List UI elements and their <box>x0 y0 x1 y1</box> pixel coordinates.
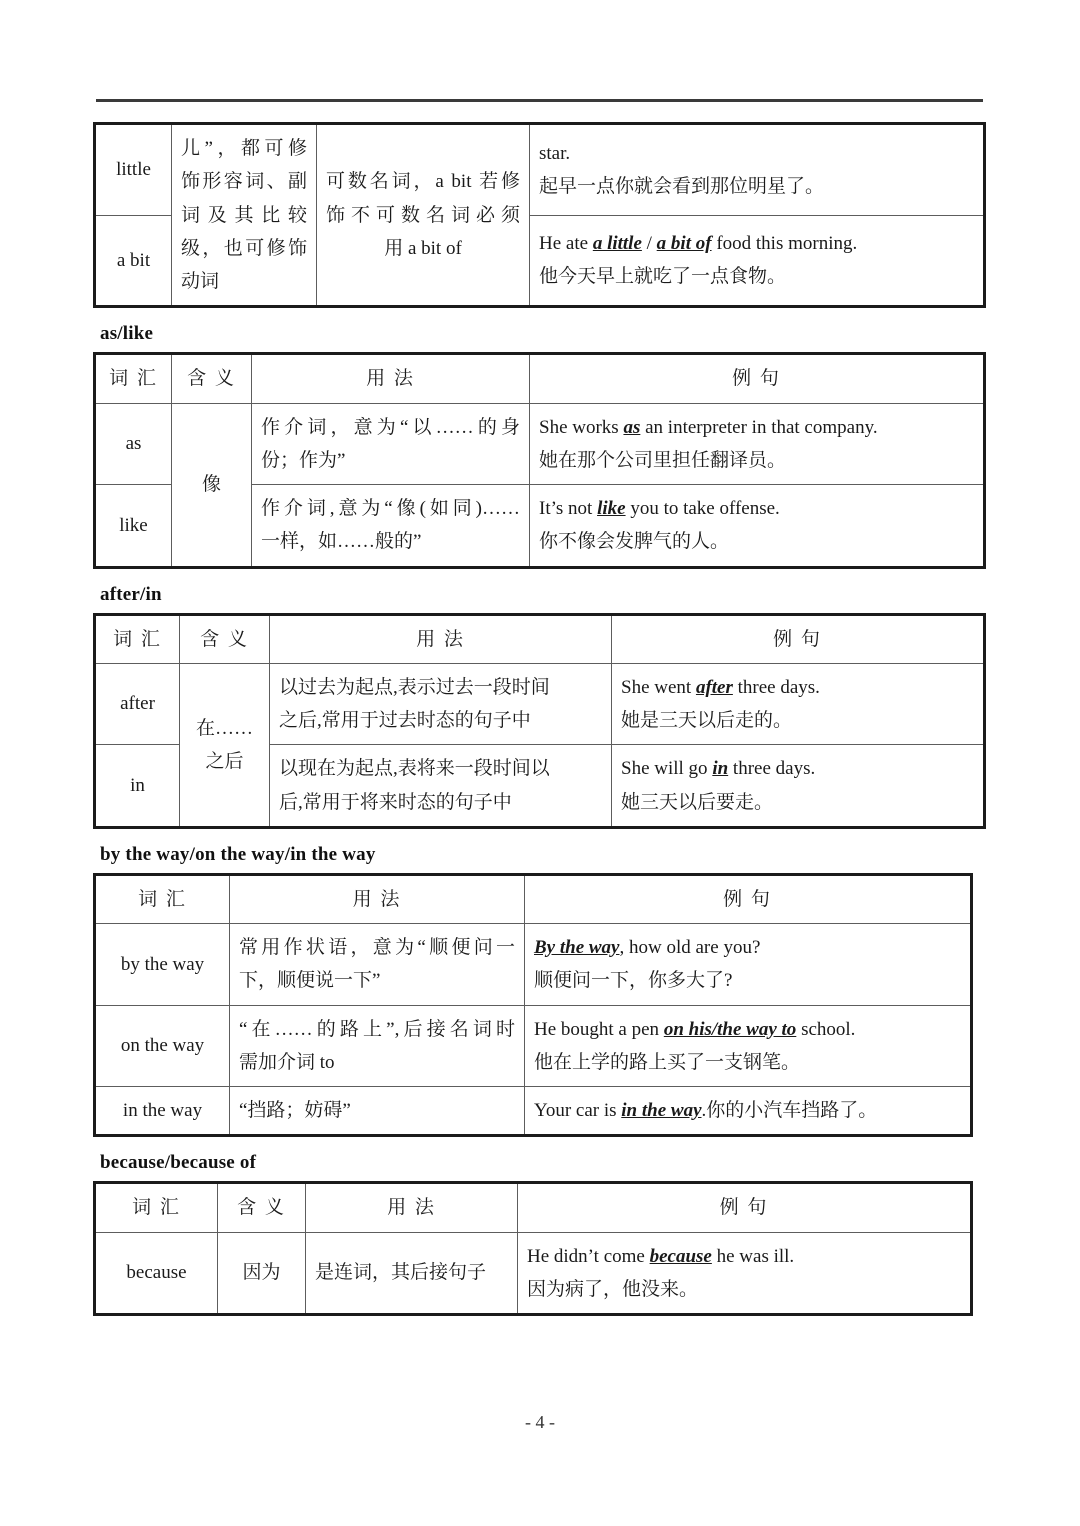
cell-example-after <box>612 663 985 745</box>
usage-line-1: “在……的路上”,后接名词时 <box>239 1018 515 1040</box>
header-meaning: 含 义 <box>218 1183 306 1232</box>
usage-line-2: 之后,常用于过去时态的句子中 <box>279 710 531 731</box>
header-meaning: 含 义 <box>180 614 270 663</box>
header-example: 例 句 <box>530 354 985 403</box>
cell-example-a-bit <box>530 215 985 307</box>
header-vocab: 词 汇 <box>95 614 180 663</box>
keyword-in-the-way: in the way <box>621 1100 702 1121</box>
example-en: He ate a little / a bit of food this morning. <box>539 233 858 255</box>
meaning-line-1: 儿”，都可修 <box>181 138 307 159</box>
cell-term-on-the-way: on the way <box>95 1005 230 1087</box>
section-heading-the-way: by the way/on the way/in the way <box>100 843 376 865</box>
meaning-line-1: 在…… <box>195 717 253 739</box>
usage-line-1: 常用作状语，意为“顺便问一 <box>239 937 515 958</box>
example-en: She works as an interpreter in that company. <box>539 416 878 438</box>
usage-line-1: 以过去为起点,表示过去一段时间 <box>279 676 550 698</box>
example-cn: 顺便问一下，你多大了? <box>534 970 733 992</box>
cell-meaning-as-like: 像 <box>172 403 252 567</box>
usage-line-1: 作介词，意为“以……的身 <box>261 416 520 438</box>
usage-line-2: 一样，如……般的” <box>261 531 422 553</box>
example-en: He bought a pen on his/the way to school. <box>534 1018 856 1040</box>
cell-usage-because: 是连词，其后接句子 <box>306 1232 518 1315</box>
table-after-in <box>93 613 986 829</box>
cell-example-in <box>612 745 985 828</box>
header-rule <box>96 99 983 102</box>
usage-line-1: 以现在为起点,表将来一段时间以 <box>279 758 550 780</box>
table-row <box>95 924 972 1006</box>
table-the-way <box>93 873 973 1138</box>
example-en: She will go in three days. <box>621 758 816 780</box>
table-row <box>95 124 985 216</box>
header-example: 例 句 <box>525 874 972 923</box>
header-vocab: 词 汇 <box>95 874 230 923</box>
example-cn: 她是三天以后走的。 <box>621 710 793 731</box>
meaning-line-4: 级，也可修饰 <box>181 237 307 259</box>
cell-example-in-the-way <box>525 1087 972 1136</box>
cell-example-little <box>530 124 985 216</box>
table-because <box>93 1181 973 1316</box>
example-en: star. <box>539 142 571 164</box>
section-heading-after-in: after/in <box>100 583 162 605</box>
table-row <box>95 1232 972 1315</box>
table-as-like <box>93 352 986 568</box>
cell-usage-after <box>270 663 612 745</box>
example-cn: 她在那个公司里担任翻译员。 <box>539 449 787 471</box>
cell-term-because: because <box>95 1232 218 1315</box>
example-cn: 起早一点你就会看到那位明星了。 <box>539 175 825 197</box>
header-vocab: 词 汇 <box>95 354 172 403</box>
cell-example-because <box>518 1232 972 1315</box>
keyword-because: because <box>649 1245 712 1267</box>
cell-term-in-the-way: in the way <box>95 1087 230 1136</box>
table-header-row <box>95 354 985 403</box>
section-heading-because: because/because of <box>100 1152 257 1174</box>
usage-line-1: 可数名词，a bit 若修 <box>326 171 520 193</box>
example-en: Your car is in the way.你的小汽车挡路了。 <box>534 1100 878 1121</box>
header-usage: 用 法 <box>252 354 530 403</box>
cell-meaning-little-a-bit <box>172 124 317 307</box>
cell-term-in: in <box>95 745 180 828</box>
cell-example-on-the-way <box>525 1005 972 1087</box>
usage-line-2: 份；作为” <box>261 449 346 471</box>
keyword-a-little: a little <box>592 233 642 255</box>
table-row <box>95 663 985 745</box>
cell-usage-on-the-way <box>230 1005 525 1087</box>
page-content <box>93 122 983 1316</box>
cell-meaning-because: 因为 <box>218 1232 306 1315</box>
cell-term-like: like <box>95 485 172 568</box>
meaning-line-2: 之后 <box>205 750 244 772</box>
cell-example-by-the-way <box>525 924 972 1006</box>
table-header-row <box>95 874 972 923</box>
section-heading-as-like: as/like <box>100 323 154 345</box>
keyword-on-the-way-to: on his/the way to <box>663 1018 797 1040</box>
keyword-a-bit-of: a bit of <box>656 233 712 255</box>
cell-term-by-the-way: by the way <box>95 924 230 1006</box>
cell-meaning-after-in <box>180 663 270 827</box>
keyword-like: like <box>597 498 626 519</box>
example-cn: 因为病了，他没来。 <box>527 1278 699 1300</box>
example-cn: 他在上学的路上买了一支钢笔。 <box>534 1051 801 1073</box>
table-header-row <box>95 1183 972 1232</box>
example-en: He didn’t come because he was ill. <box>527 1245 795 1267</box>
usage-line-3: 用 a bit of <box>384 237 462 259</box>
usage-line-2: 下，顺便说一下” <box>239 970 381 992</box>
header-usage: 用 法 <box>230 874 525 923</box>
meaning-line-2: 饰形容词、副 <box>181 171 307 193</box>
usage-line-2: 需加介词 to <box>239 1051 335 1073</box>
cell-term-after: after <box>95 663 180 745</box>
example-en: She went after three days. <box>621 676 820 698</box>
table-little-a-bit <box>93 122 986 308</box>
cell-term-a-bit: a bit <box>95 215 172 307</box>
table-row <box>95 1087 972 1136</box>
cell-term-as: as <box>95 403 172 485</box>
usage-line-2: 后,常用于将来时态的句子中 <box>279 791 512 813</box>
meaning-line-5: 动词 <box>181 271 220 292</box>
keyword-in: in <box>712 758 729 780</box>
meaning-line-3: 词 及 其 比 较 <box>181 204 307 226</box>
usage-line-1: “挡路；妨碍” <box>239 1100 351 1121</box>
cell-term-little: little <box>95 124 172 216</box>
header-example: 例 句 <box>612 614 985 663</box>
cell-usage-in-the-way <box>230 1087 525 1136</box>
header-vocab: 词 汇 <box>95 1183 218 1232</box>
header-usage: 用 法 <box>270 614 612 663</box>
cell-usage-little-a-bit <box>317 124 530 307</box>
usage-line-1: 作介词,意为“像(如同)…… <box>261 498 520 519</box>
cell-usage-as <box>252 403 530 485</box>
cell-usage-like <box>252 485 530 568</box>
cell-usage-by-the-way <box>230 924 525 1006</box>
cell-usage-in <box>270 745 612 828</box>
example-cn: 她三天以后要走。 <box>621 791 774 813</box>
keyword-as: as <box>623 416 641 438</box>
usage-line-2: 饰不可数名词必须 <box>326 204 520 226</box>
cell-example-like <box>530 485 985 568</box>
page-number: - 4 - <box>525 1412 555 1432</box>
keyword-after: after <box>695 676 733 698</box>
table-row <box>95 1005 972 1087</box>
example-cn: 你不像会发脾气的人。 <box>539 531 730 553</box>
table-header-row <box>95 614 985 663</box>
example-en: It’s not like you to take offense. <box>539 498 780 519</box>
cell-example-as <box>530 403 985 485</box>
header-example: 例 句 <box>518 1183 972 1232</box>
example-cn: 他今天早上就吃了一点食物。 <box>539 266 787 288</box>
example-en: By the way, how old are you? <box>534 937 761 958</box>
table-row <box>95 403 985 485</box>
keyword-by-the-way: By the way <box>534 937 620 958</box>
header-meaning: 含 义 <box>172 354 252 403</box>
header-usage: 用 法 <box>306 1183 518 1232</box>
